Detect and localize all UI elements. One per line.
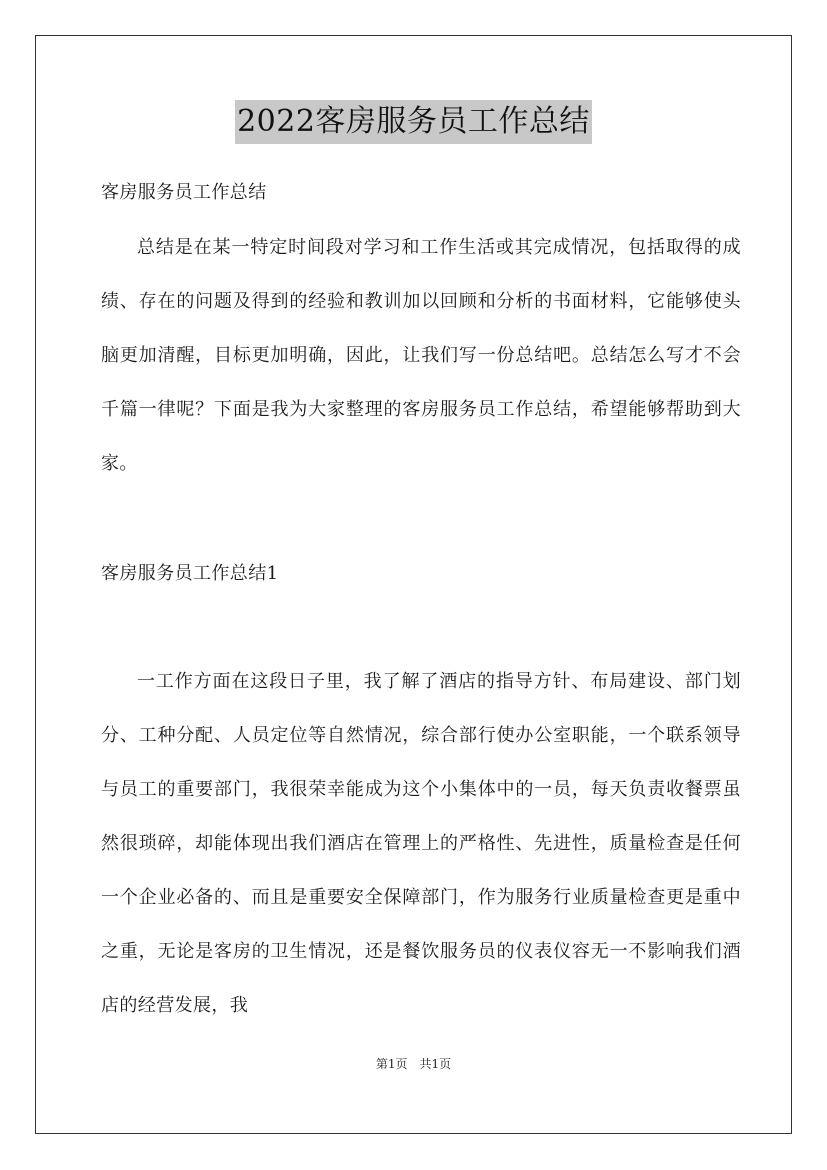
intro-paragraph: 总结是在某一特定时间段对学习和工作生活或其完成情况，包括取得的成绩、存在的问题及得到的经验和教训加以回顾和分析的书面材料，它能够使头脑更加清醒，目标更加明确，因此，让我们写一份总结吧。总结怎么写才不会千篇一律呢？下面是我为大家整理的客房服务员工作总结，希望能够帮助到大家。	[101, 237, 741, 474]
page-total: 共1页	[419, 1057, 452, 1071]
title-area	[0, 100, 827, 144]
section-heading: 客房服务员工作总结1	[101, 563, 279, 584]
document-title: 2022客房服务员工作总结	[235, 100, 592, 144]
document-subtitle: 客房服务员工作总结	[101, 182, 267, 203]
body-paragraph: 一工作方面在这段日子里，我了解了酒店的指导方针、布局建设、部门划分、工种分配、人员定位等自然情况，综合部行使办公室职能，一个联系领导与员工的重要部门，我很荣幸能成为这个小集体中的一员，每天负责收餐票虽然很琐碎，却能体现出我们酒店在管理上的严格性、先进性，质量检查是任何一个企业必备的、而且是重要安全保障部门，作为服务行业质量检查更是重中之重，无论是客房的卫生情况，还是餐饮服务员的仪表仪容无一不影响我们酒店的经营发展，我	[101, 671, 741, 1016]
page-number: 第1页	[375, 1057, 408, 1071]
page-footer	[0, 1056, 827, 1072]
